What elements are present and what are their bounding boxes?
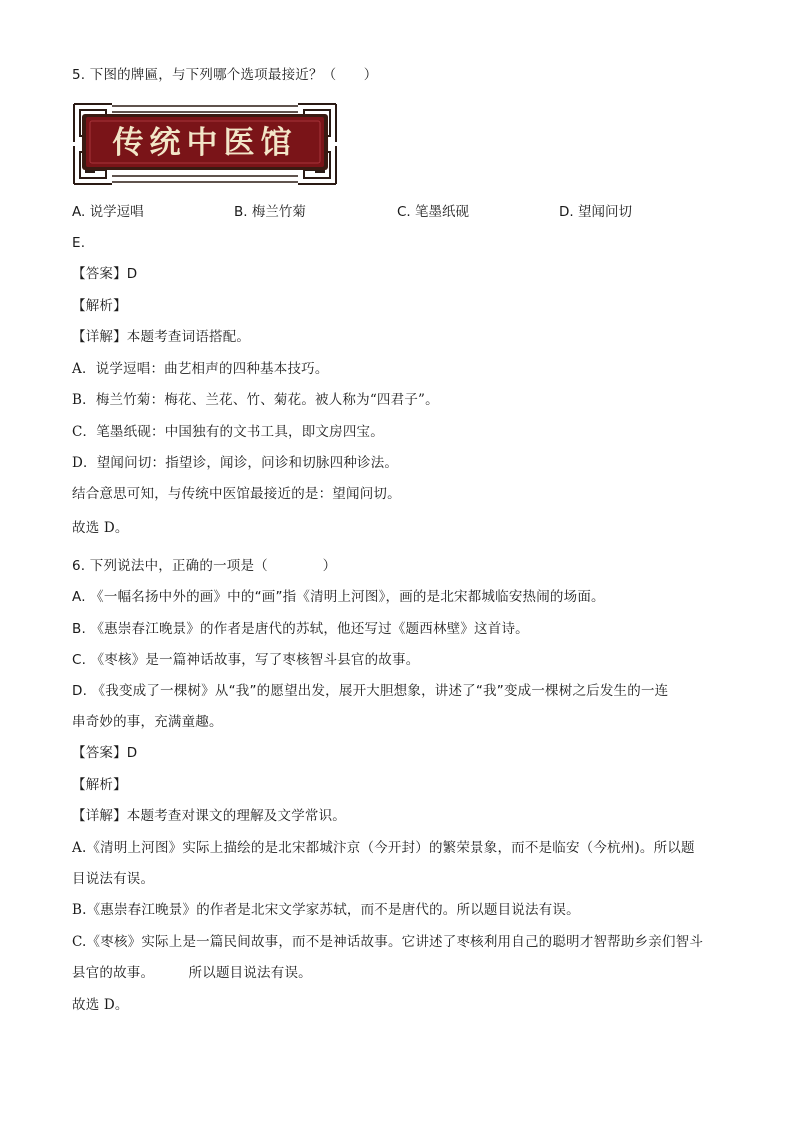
q6-answer: 【答案】D bbox=[72, 745, 138, 761]
plaque-text: 传统中医馆 bbox=[112, 125, 298, 161]
q5-option-b: B. 梅兰竹菊 bbox=[234, 204, 306, 220]
q6-analysis-title: 【解析】 bbox=[72, 777, 127, 793]
q6-option-c: C. 《枣核》是一篇神话故事，写了枣核智斗县官的故事。 bbox=[72, 652, 420, 668]
q5-choice: 故选 D。 bbox=[72, 520, 129, 536]
q6-choice: 故选 D。 bbox=[72, 997, 129, 1013]
plaque-image bbox=[72, 102, 338, 186]
q5-option-e: E. bbox=[72, 235, 86, 251]
q6-explain-line: B.《惠崇春江晚景》的作者是北宋文学家苏轼，而不是唐代的。所以题目说法有误。 bbox=[72, 902, 580, 918]
question-6-stem: 6. 下列说法中，正确的一项是（ ） bbox=[72, 558, 337, 574]
q5-explain-line: D．望闻问切：指望诊，闻诊，问诊和切脉四种诊法。 bbox=[72, 455, 399, 471]
q5-explain-line: C．笔墨纸砚：中国独有的文书工具，即文房四宝。 bbox=[72, 424, 384, 440]
q6-option-a: A. 《一幅名扬中外的画》中的“画”指《清明上河图》，画的是北宋都城临安热闹的场面。 bbox=[72, 589, 605, 605]
q6-explain-line: A.《清明上河图》实际上描绘的是北宋都城汴京（今开封）的繁荣景象，而不是临安（今杭州)。所以题 bbox=[72, 840, 695, 856]
q6-detail: 【详解】本题考查对课文的理解及文学常识。 bbox=[72, 808, 346, 824]
q5-analysis-title: 【解析】 bbox=[72, 298, 127, 314]
q5-option-d: D. 望闻问切 bbox=[559, 204, 632, 220]
q5-conclusion: 结合意思可知，与传统中医馆最接近的是：望闻问切。 bbox=[72, 486, 401, 502]
q6-explain-line: 目说法有误。 bbox=[72, 871, 155, 887]
q6-explain-line: 县官的故事。 所以题目说法有误。 bbox=[72, 965, 312, 981]
q6-explain-line: C.《枣核》实际上是一篇民间故事，而不是神话故事。它讲述了枣核利用自己的聪明才智帮助乡亲们智斗 bbox=[72, 934, 704, 950]
q6-option-d: D. 《我变成了一棵树》从“我”的愿望出发，展开大胆想象，讲述了“我”变成一棵树之后发生的一连 bbox=[72, 683, 669, 699]
plaque-illustration bbox=[72, 102, 338, 186]
q5-option-c: C. 笔墨纸砚 bbox=[397, 204, 470, 220]
q5-explain-line: B．梅兰竹菊：梅花、兰花、竹、菊花。被人称为“四君子”。 bbox=[72, 392, 439, 408]
q5-explain-line: A．说学逗唱：曲艺相声的四种基本技巧。 bbox=[72, 361, 329, 377]
question-5-stem: 5. 下图的牌匾，与下列哪个选项最接近？（ ） bbox=[72, 67, 378, 83]
q6-option-b: B. 《惠崇春江晚景》的作者是唐代的苏轼，他还写过《题西林壁》这首诗。 bbox=[72, 621, 529, 637]
q5-option-a: A. 说学逗唱 bbox=[72, 204, 144, 220]
q5-detail: 【详解】本题考查词语搭配。 bbox=[72, 329, 251, 345]
q5-answer: 【答案】D bbox=[72, 266, 138, 282]
q6-option-d-cont: 串奇妙的事，充满童趣。 bbox=[72, 714, 223, 730]
